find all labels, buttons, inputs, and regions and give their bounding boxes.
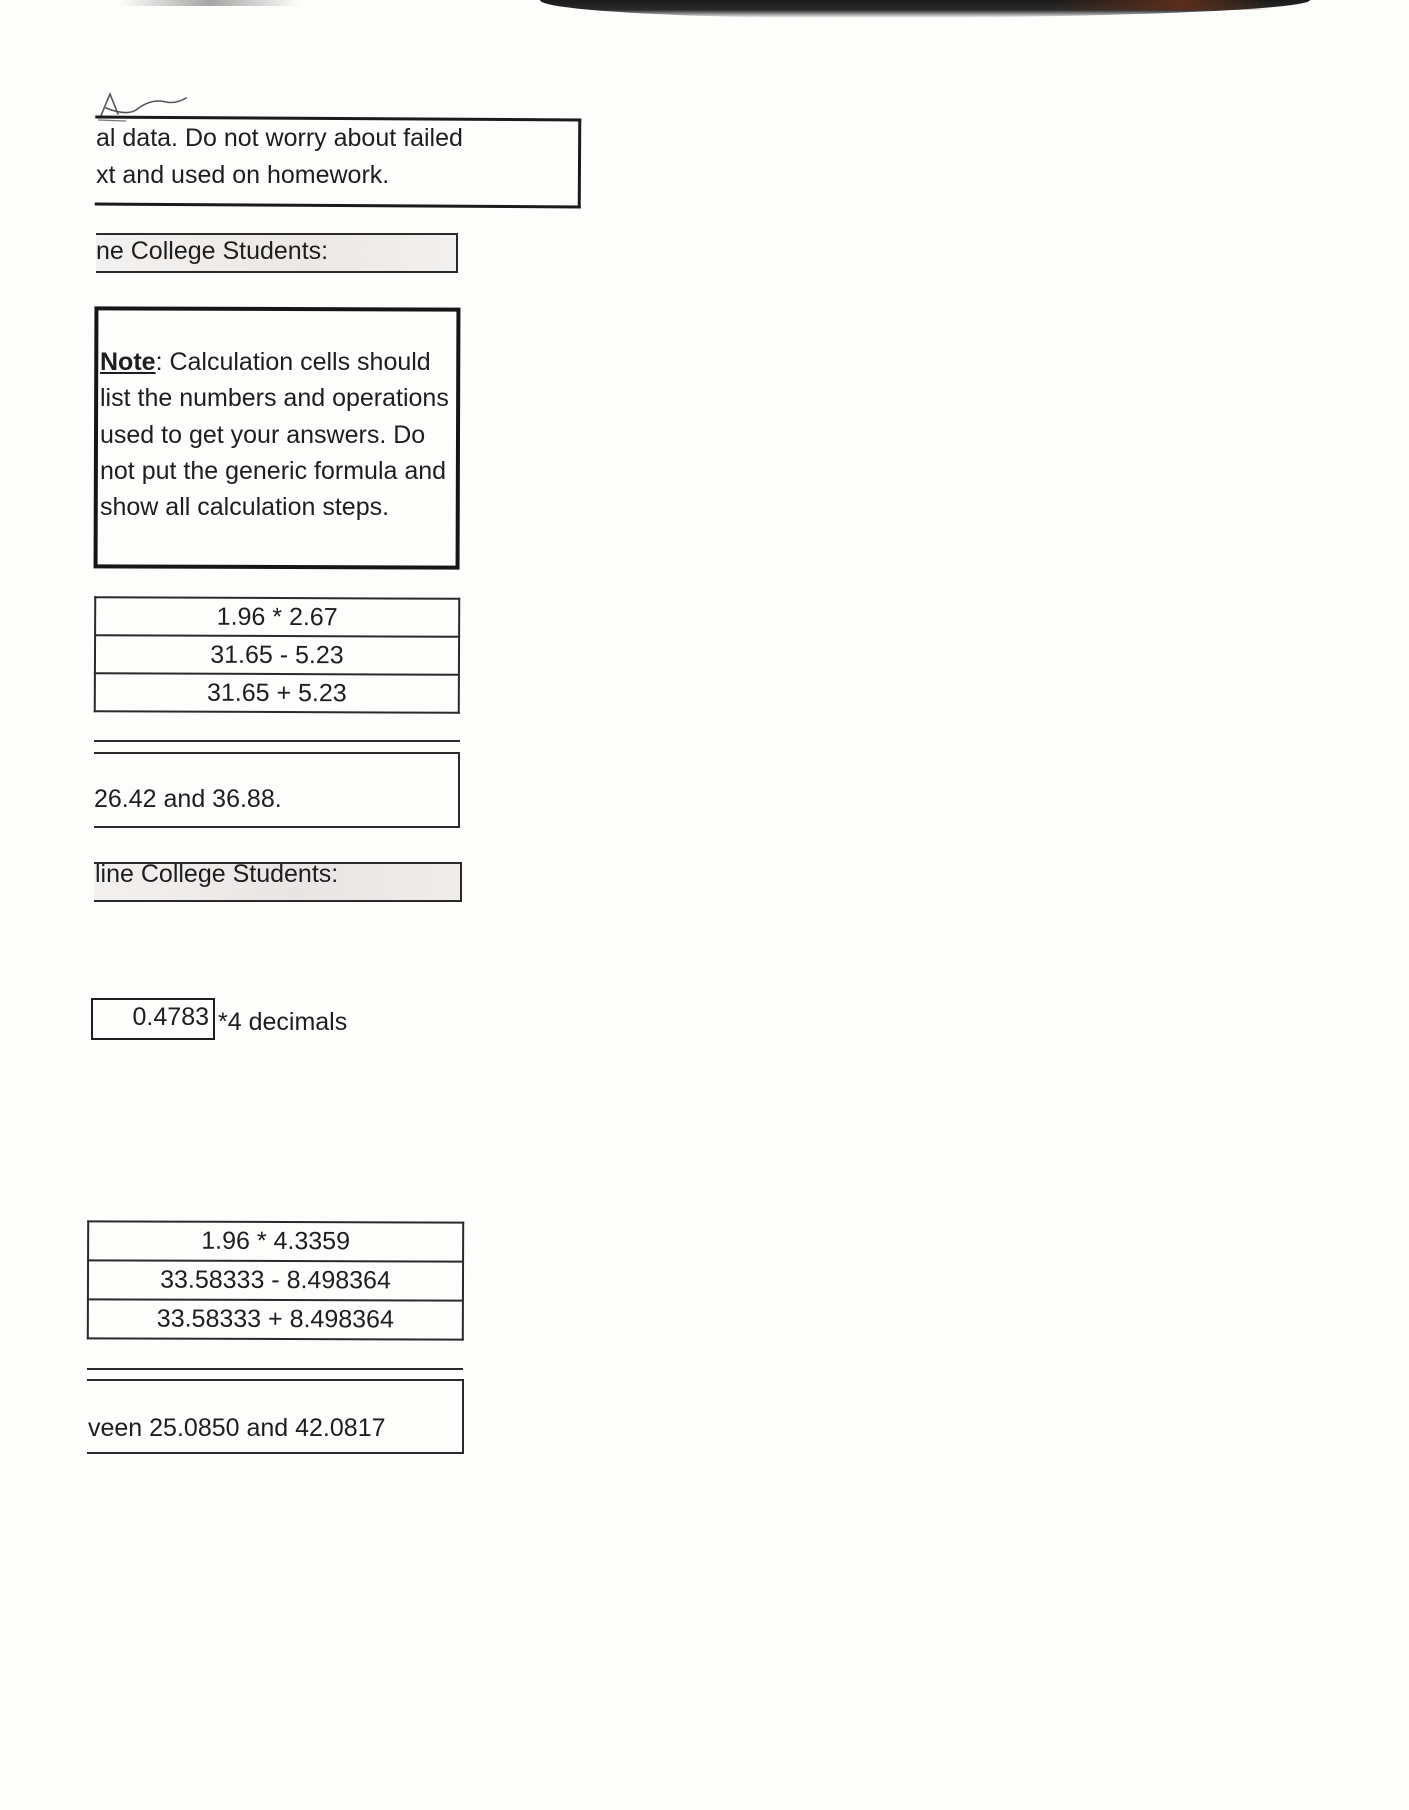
proportion-note: *4 decimals xyxy=(218,1008,348,1036)
calculation-table-2 xyxy=(87,1220,464,1340)
note-line-1 xyxy=(100,347,431,377)
table-row xyxy=(95,635,459,675)
calc-cell-upper-bound: 33.58333 + 8.498364 xyxy=(88,1299,463,1339)
note-label: Note xyxy=(100,348,156,376)
note-line-4: not put the generic formula and xyxy=(100,457,447,485)
answer2-text: veen 25.0850 and 42.0817 xyxy=(88,1414,386,1442)
answer1-text: 26.42 and 36.88. xyxy=(94,785,282,813)
calc-cell-lower-bound: 33.58333 - 8.498364 xyxy=(88,1260,463,1300)
note-line-2: list the numbers and operations xyxy=(100,384,449,412)
table-row xyxy=(95,673,459,713)
section1-header: ne College Students: xyxy=(96,237,329,265)
calc-cell-upper-bound: 31.65 + 5.23 xyxy=(95,673,459,713)
instructions-line-2: xt and used on homework. xyxy=(96,161,390,189)
note-line-5: show all calculation steps. xyxy=(100,493,390,521)
calc-cell-lower-bound: 31.65 - 5.23 xyxy=(95,635,459,675)
note-line-1-text: : Calculation cells should xyxy=(155,348,431,376)
table-row xyxy=(95,597,459,637)
table-row xyxy=(88,1299,463,1339)
table-row xyxy=(88,1221,463,1261)
note-line-3: used to get your answers. Do xyxy=(100,421,426,449)
section2-header: line College Students: xyxy=(95,860,339,888)
table-row xyxy=(88,1260,463,1300)
answer1-top-line xyxy=(94,740,460,742)
proportion-value: 0.4783 xyxy=(132,1003,209,1031)
instructions-line-1: al data. Do not worry about failed xyxy=(96,124,463,152)
calc-cell-margin-of-error: 1.96 * 4.3359 xyxy=(88,1221,463,1261)
answer2-top-line xyxy=(87,1368,463,1370)
calculation-table-1 xyxy=(94,596,461,714)
page-edge-shadow-left xyxy=(120,0,300,6)
page-edge-shadow xyxy=(540,0,1310,18)
calc-cell-margin-of-error: 1.96 * 2.67 xyxy=(95,597,459,637)
